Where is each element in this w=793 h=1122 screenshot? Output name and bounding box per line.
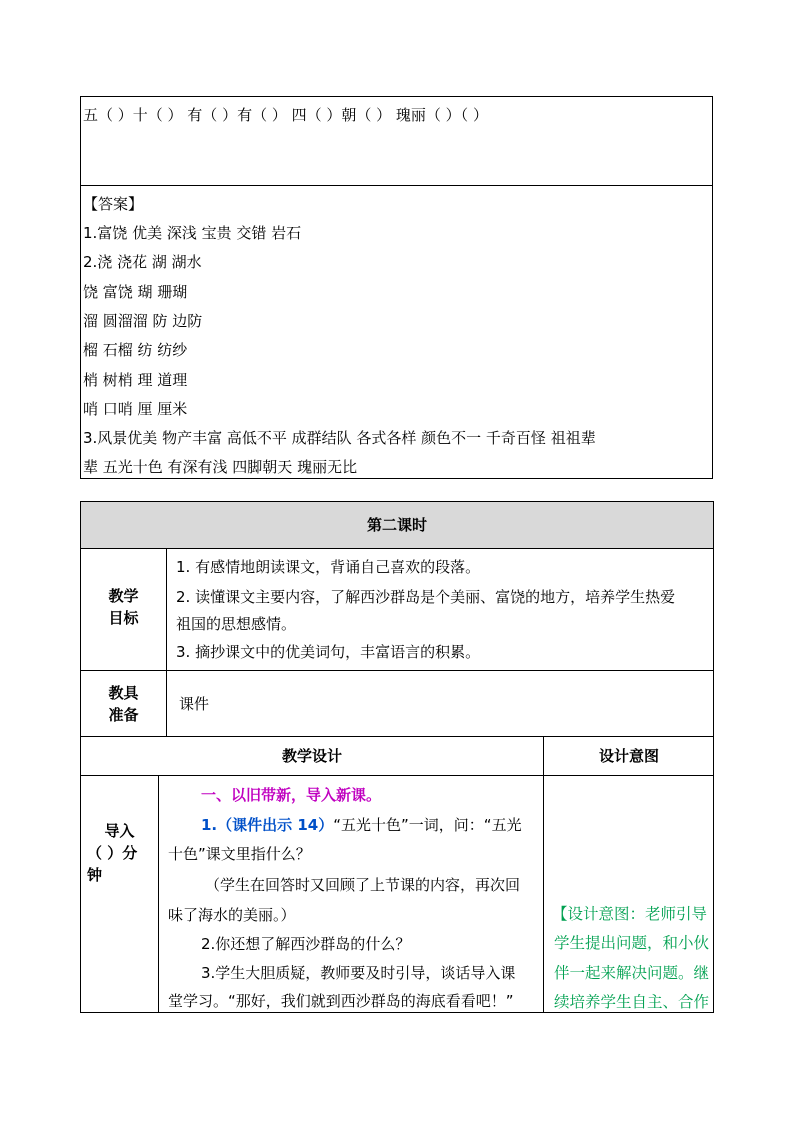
answer-line: 梢 树梢 理 道理 (83, 371, 188, 389)
step-1-num: 1. (201, 816, 218, 834)
intro-label-line: 导入 (104, 822, 135, 840)
goals-label-line: 目标 (108, 609, 139, 627)
prep-label-line: 教具 (108, 684, 139, 702)
intent-line: 续培养学生自主、合作 (554, 993, 710, 1011)
goals-row (81, 548, 713, 670)
step-1-note: （学生在回答时又回顾了上节课的内容，再次回 (205, 876, 521, 894)
section-title: 一、以旧带新，导入新课。 (201, 786, 382, 804)
lesson-title: 第二课时 (81, 502, 713, 548)
answer-line: 饶 富饶 瑚 珊瑚 (83, 283, 188, 301)
design-header-row (81, 736, 713, 775)
intro-label-line: （ ）分 (87, 844, 138, 862)
prep-row (81, 670, 713, 736)
answer-line: 2.浇 浇花 湖 湖水 (83, 253, 202, 271)
design-header: 教学设计 (281, 747, 342, 765)
step-1-text: “五光十色”一词，问：“五光 (333, 816, 522, 834)
step-3: 堂学习。“那好，我们就到西沙群岛的海底看看吧！” (168, 992, 514, 1010)
answer-line: 榴 石榴 纺 纺纱 (83, 341, 188, 359)
step-3: 3.学生大胆质疑，教师要及时引导，谈话导入课 (201, 964, 516, 982)
answer-title: 【答案】 (83, 195, 144, 213)
goal-item: 祖国的思想感情。 (176, 615, 297, 633)
goal-item: 3. 摘抄课文中的优美词句，丰富语言的积累。 (176, 643, 481, 661)
answer-line: 哨 口哨 厘 厘米 (83, 400, 188, 418)
step-1-text-2: 十色”课文里指什么？ (168, 845, 311, 863)
goals-label (81, 585, 166, 629)
answer-line: 辈 五光十色 有深有浅 四脚朝天 瑰丽无比 (83, 458, 358, 476)
intent-content (543, 776, 714, 1012)
goal-item: 1. 有感情地朗读课文，背诵自己喜欢的段落。 (176, 558, 481, 576)
answer-table (80, 96, 713, 479)
prep-label (81, 682, 166, 726)
goal-item: 2. 读懂课文主要内容，了解西沙群岛是个美丽、富饶的地方，培养学生热爱 (176, 588, 676, 606)
intro-label (81, 820, 158, 886)
intent-line: 学生提出问题，和小伙 (554, 934, 710, 952)
step-1-slide: （课件出示 14） (217, 816, 334, 834)
step-1-note: 味了海水的美丽。） (168, 906, 296, 924)
lesson-table (80, 501, 714, 1013)
intent-line: 【设计意图：老师引导 (552, 905, 708, 923)
answer-line: 1.富饶 优美 深浅 宝贵 交错 岩石 (83, 224, 302, 242)
prep-label-line: 准备 (108, 706, 139, 724)
answer-line: 3.风景优美 物产丰富 高低不平 成群结队 各式各样 颜色不一 千奇百怪 祖祖辈 (83, 429, 596, 447)
divider (81, 185, 712, 186)
intent-header: 设计意图 (543, 737, 714, 775)
intro-label-line: 钟 (87, 866, 103, 884)
intro-content (158, 776, 544, 1012)
prep-value: 课件 (179, 695, 210, 713)
intent-line: 伴一起来解决问题。继 (554, 964, 710, 982)
goals-content (166, 549, 714, 670)
step-2: 2.你还想了解西沙群岛的什么？ (201, 935, 411, 953)
answer-line: 溜 圆溜溜 防 边防 (83, 312, 203, 330)
prep-content (166, 671, 714, 736)
fill-in-line: 五（ ）十（ ） 有（ ）有（ ） 四（ ）朝（ ） 瑰丽（ ）（ ） (83, 106, 488, 124)
intro-row (81, 775, 713, 1012)
goals-label-line: 教学 (108, 587, 139, 605)
step-1 (201, 816, 522, 834)
